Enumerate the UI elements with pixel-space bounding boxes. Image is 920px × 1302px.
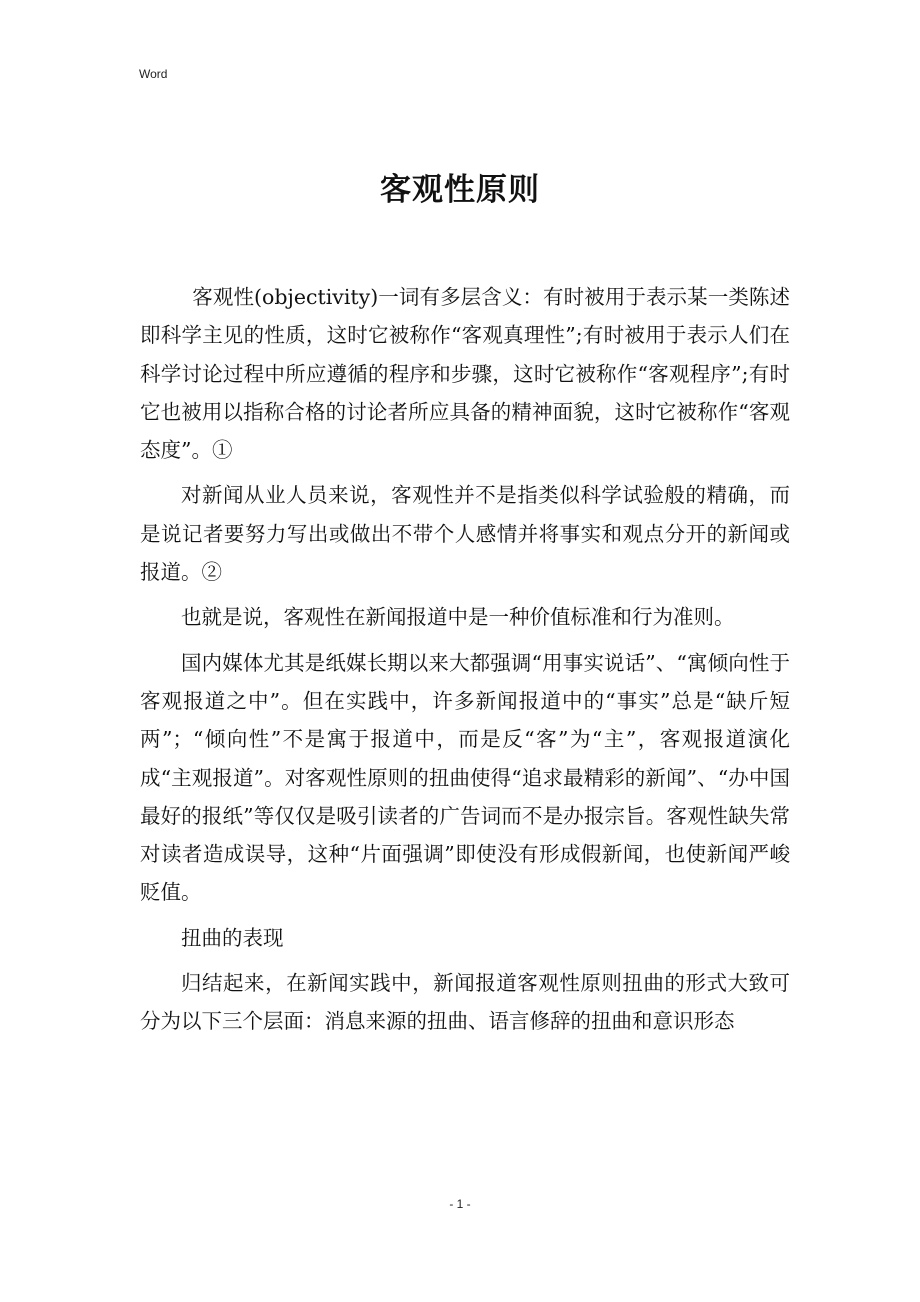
document-body: [140, 278, 790, 1041]
paragraph-value-standard: 也就是说，客观性在新闻报道中是一种价值标准和行为准则。: [181, 605, 735, 630]
paragraph-journalist-objectivity: 对新闻从业人员来说，客观性并不是指类似科学试验般的精确，而是说记者要努力写出或做出不带个人感情并将事实和观点分开的新闻或报道。②: [140, 483, 790, 585]
page-number: - 1 -: [449, 1197, 471, 1211]
header-label: Word: [139, 67, 168, 81]
paragraph-distortion-forms: 归结起来，在新闻实践中，新闻报道客观性原则扭曲的形式大致可分为以下三个层面：消息来源的扭曲、语言修辞的扭曲和意识形态: [140, 971, 790, 1034]
paragraph-domestic-media: 国内媒体尤其是纸媒长期以来大都强调“用事实说话”、“寓倾向性于客观报道之中”。但在实践中，许多新闻报道中的“事实”总是“缺斤短两”；“倾向性”不是寓于报道中，而是反“客”为“主”，客观报道演化成“主观报道”。对客观性原则的扭曲使得“追求最精彩的新闻”、“办中国最好的报纸”等仅仅是吸引读者的广告词而不是办报宗旨。客观性缺失常对读者造成误导，这种“片面强调”即使没有形成假新闻，也使新闻严峻贬值。: [140, 650, 790, 905]
section-heading-distortion: 扭曲的表现: [181, 925, 284, 950]
paragraph-objectivity-definition: 客观性(objectivity)一词有多层含义：有时被用于表示某一类陈述即科学主见的性质，这时它被称作“客观真理性”;有时被用于表示人们在科学讨论过程中所应遵循的程序和步骤，这时它被称作“客观程序”;有时它也被用以指称合格的讨论者所应具备的精神面貌，这时它被称作“客观态度”。①: [140, 285, 790, 463]
document-title: 客观性原则: [380, 171, 540, 208]
